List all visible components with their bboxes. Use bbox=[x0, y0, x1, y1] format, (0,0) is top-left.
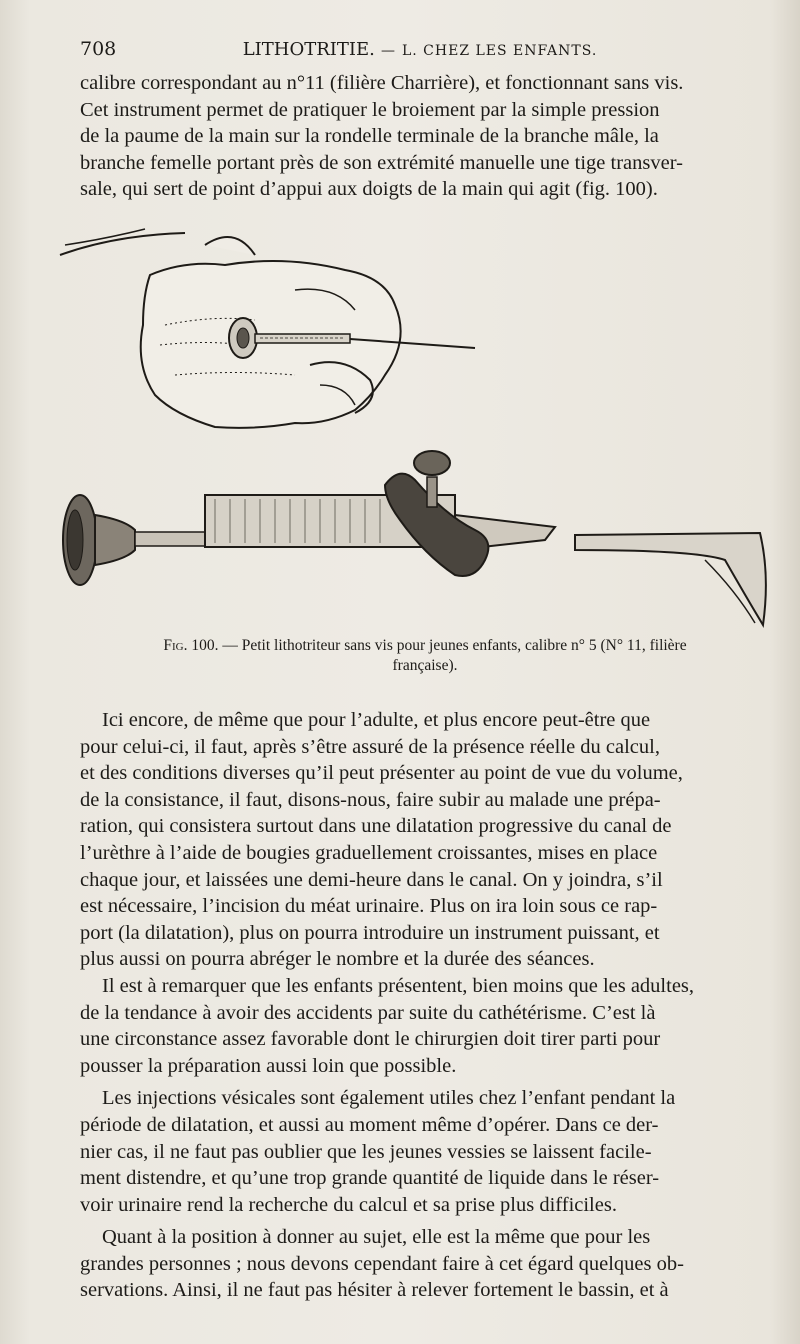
text-line: Cet instrument permet de pratiquer le broiement par la simple pression bbox=[80, 98, 660, 121]
text-line: Ici encore, de même que pour l’adulte, et plus encore peut-être que bbox=[102, 709, 651, 731]
text-line: calibre correspondant au n°11 (filière Charrière), et fonctionnant sans vis. bbox=[80, 72, 684, 94]
text-line: l’urèthre à l’aide de bougies graduellement croissantes, mises en place bbox=[80, 841, 658, 864]
text-line: pour celui-ci, il faut, après s’être assuré de la présence réelle du calcul, bbox=[80, 735, 660, 758]
text-line: et des conditions diverses qu’il peut présenter au point de vue du volume, bbox=[80, 762, 683, 785]
text-line: période de dilatation, et aussi au moment même d’opérer. Dans ce der- bbox=[80, 1113, 659, 1136]
text-line: voir urinaire rend la recherche du calcul et sa prise plus difficiles. bbox=[80, 1193, 617, 1216]
figure-label: Fig. 100. bbox=[163, 637, 219, 654]
page-number: 708 bbox=[80, 38, 117, 60]
figure-caption bbox=[95, 636, 755, 676]
paragraph bbox=[80, 973, 758, 1079]
text-line: Les injections vésicales sont également utiles chez l’enfant pendant la bbox=[102, 1087, 676, 1110]
text-line: ment distendre, et qu’une trop grande quantité de liquide dans le réser- bbox=[80, 1167, 660, 1190]
text-line: servations. Ainsi, il ne faut pas hésiter à relever fortement le bassin, et à bbox=[80, 1279, 669, 1302]
header-title: LITHOTRITIE. bbox=[242, 39, 375, 60]
text-line: nier cas, il ne faut pas oublier que les jeunes vessies se laissent facile- bbox=[80, 1140, 652, 1163]
paragraph bbox=[80, 707, 758, 973]
lithotrite-illustration bbox=[63, 451, 766, 625]
text-line: port (la dilatation), plus on pourra introduire un instrument puissant, et bbox=[80, 921, 660, 944]
text-line: sale, qui sert de point d’appui aux doigts de la main qui agit (fig. 100). bbox=[80, 178, 658, 201]
text-line: ration, qui consistera surtout dans une dilatation progressive du canal de bbox=[80, 815, 672, 838]
main-text bbox=[80, 707, 758, 1304]
header-section: L. CHEZ LES ENFANTS. bbox=[401, 43, 598, 59]
paragraph bbox=[80, 1085, 758, 1218]
caption-text-line1: — Petit lithotriteur sans vis pour jeunes enfants, calibre n° 5 (N° 11, filière bbox=[222, 637, 687, 654]
text-line: branche femelle portant près de son extrémité manuelle une tige transver- bbox=[80, 151, 683, 174]
text-line: chaque jour, et laissées une demi-heure dans le canal. On y joindra, s’il bbox=[80, 868, 663, 891]
text-line: Il est à remarquer que les enfants présentent, bien moins que les adultes, bbox=[102, 974, 695, 997]
top-paragraph bbox=[80, 70, 758, 203]
text-line: pousser la préparation aussi loin que possible. bbox=[80, 1054, 457, 1077]
header-separator: — bbox=[380, 43, 396, 59]
text-line: plus aussi on pourra abréger le nombre et la durée des séances. bbox=[80, 948, 595, 971]
running-header bbox=[80, 38, 760, 64]
hand-illustration bbox=[60, 229, 475, 428]
text-line: de la paume de la main sur la rondelle terminale de la branche mâle, la bbox=[80, 125, 659, 148]
figure-illustration bbox=[55, 215, 775, 635]
paragraph bbox=[80, 1224, 758, 1304]
caption-text-line2: française). bbox=[392, 657, 458, 674]
text-line: grandes personnes ; nous devons cependant faire à cet égard quelques ob- bbox=[80, 1252, 684, 1275]
text-line: de la consistance, il faut, disons-nous, faire subir au malade une prépa- bbox=[80, 788, 661, 811]
text-line: est nécessaire, l’incision du méat urinaire. Plus on ira loin sous ce rap- bbox=[80, 895, 658, 918]
running-title bbox=[80, 38, 760, 60]
text-line: Quant à la position à donner au sujet, elle est la même que pour les bbox=[102, 1226, 651, 1249]
text-line: de la tendance à avoir des accidents par suite du cathétérisme. C’est là bbox=[80, 1001, 656, 1024]
text-line: une circonstance assez favorable dont le chirurgien doit tirer parti pour bbox=[80, 1028, 661, 1051]
